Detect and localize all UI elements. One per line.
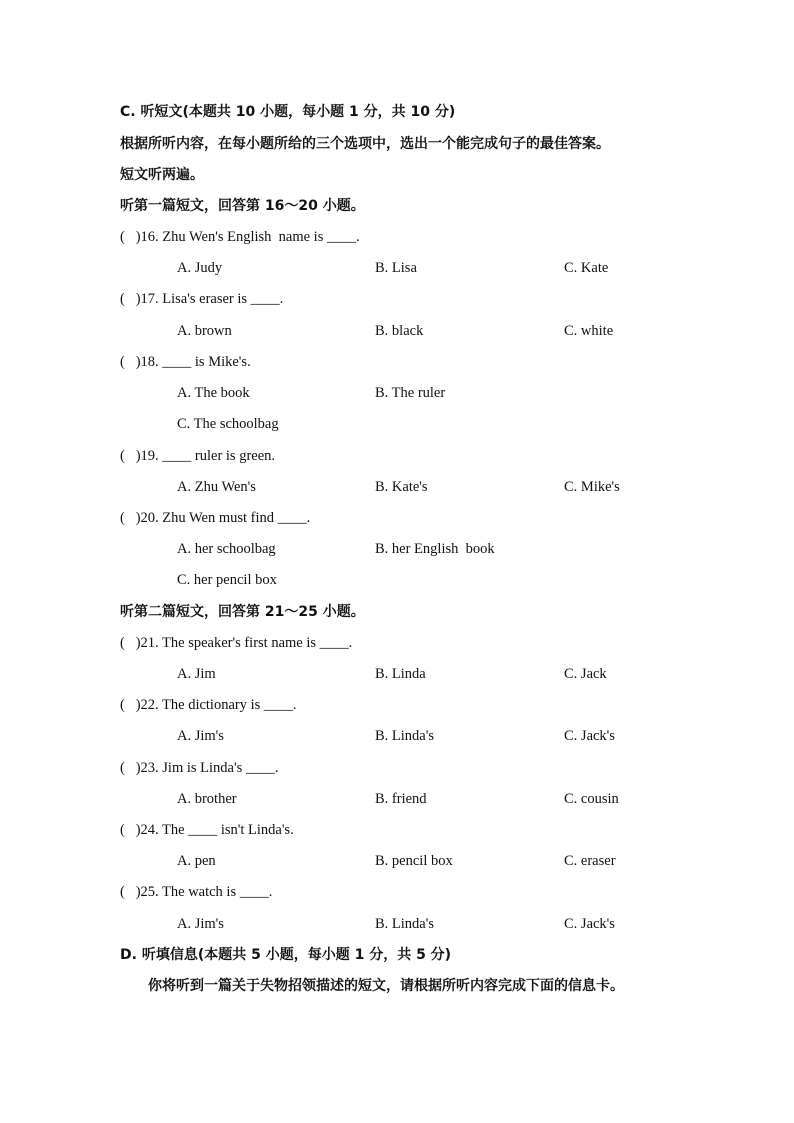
question-22-option-b[interactable]: B. Linda's <box>375 728 434 744</box>
question-19-option-c[interactable]: C. Mike's <box>564 479 620 495</box>
question-24-option-a[interactable]: A. pen <box>177 853 216 869</box>
question-19-option-b[interactable]: B. Kate's <box>375 479 428 495</box>
question-24-stem: ( )24. The ____ isn't Linda's. <box>120 822 294 838</box>
question-17-stem: ( )17. Lisa's eraser is ____. <box>120 291 284 307</box>
section-d-instruction: 你将听到一篇关于失物招领描述的短文，请根据所听内容完成下面的信息卡。 <box>148 978 624 994</box>
question-21-option-c[interactable]: C. Jack <box>564 666 607 682</box>
question-19-stem: ( )19. ____ ruler is green. <box>120 448 276 464</box>
section-c-title: C. 听短文(本题共 10 小题，每小题 1 分，共 10 分) <box>120 104 456 120</box>
question-24-option-b[interactable]: B. pencil box <box>375 853 453 869</box>
question-20-option-a[interactable]: A. her schoolbag <box>177 541 276 557</box>
question-21-stem: ( )21. The speaker's first name is ____. <box>120 635 353 651</box>
section-d-title: D. 听填信息(本题共 5 小题，每小题 1 分，共 5 分) <box>120 947 452 963</box>
question-22-option-a[interactable]: A. Jim's <box>177 728 224 744</box>
question-17-option-b[interactable]: B. black <box>375 323 424 339</box>
question-18-option-c[interactable]: C. The schoolbag <box>177 416 279 432</box>
question-18-stem: ( )18. ____ is Mike's. <box>120 354 251 370</box>
question-24-option-c[interactable]: C. eraser <box>564 853 616 869</box>
question-20-option-b[interactable]: B. her English book <box>375 541 495 557</box>
question-16-option-a[interactable]: A. Judy <box>177 260 223 276</box>
question-25-option-b[interactable]: B. Linda's <box>375 916 434 932</box>
passage-2-heading: 听第二篇短文，回答第 21～25 小题。 <box>120 604 365 620</box>
question-17-option-c[interactable]: C. white <box>564 323 614 339</box>
question-20-option-c[interactable]: C. her pencil box <box>177 572 277 588</box>
question-23-option-c[interactable]: C. cousin <box>564 791 619 807</box>
passage-1-heading: 听第一篇短文，回答第 16～20 小题。 <box>120 198 365 214</box>
question-21-option-a[interactable]: A. Jim <box>177 666 216 682</box>
section-c-note: 短文听两遍。 <box>120 167 204 183</box>
question-25-option-a[interactable]: A. Jim's <box>177 916 224 932</box>
question-25-stem: ( )25. The watch is ____. <box>120 884 273 900</box>
section-c-instruction: 根据所听内容，在每小题所给的三个选项中，选出一个能完成句子的最佳答案。 <box>120 136 610 152</box>
question-20-stem: ( )20. Zhu Wen must find ____. <box>120 510 311 526</box>
question-18-option-a[interactable]: A. The book <box>177 385 250 401</box>
question-23-stem: ( )23. Jim is Linda's ____. <box>120 760 279 776</box>
question-16-stem: ( )16. Zhu Wen's English name is ____. <box>120 229 360 245</box>
question-23-option-a[interactable]: A. brother <box>177 791 237 807</box>
question-17-option-a[interactable]: A. brown <box>177 323 232 339</box>
question-18-option-b[interactable]: B. The ruler <box>375 385 446 401</box>
question-25-option-c[interactable]: C. Jack's <box>564 916 615 932</box>
question-19-option-a[interactable]: A. Zhu Wen's <box>177 479 256 495</box>
question-16-option-b[interactable]: B. Lisa <box>375 260 417 276</box>
question-21-option-b[interactable]: B. Linda <box>375 666 426 682</box>
question-23-option-b[interactable]: B. friend <box>375 791 427 807</box>
question-16-option-c[interactable]: C. Kate <box>564 260 609 276</box>
question-22-stem: ( )22. The dictionary is ____. <box>120 697 297 713</box>
question-22-option-c[interactable]: C. Jack's <box>564 728 615 744</box>
